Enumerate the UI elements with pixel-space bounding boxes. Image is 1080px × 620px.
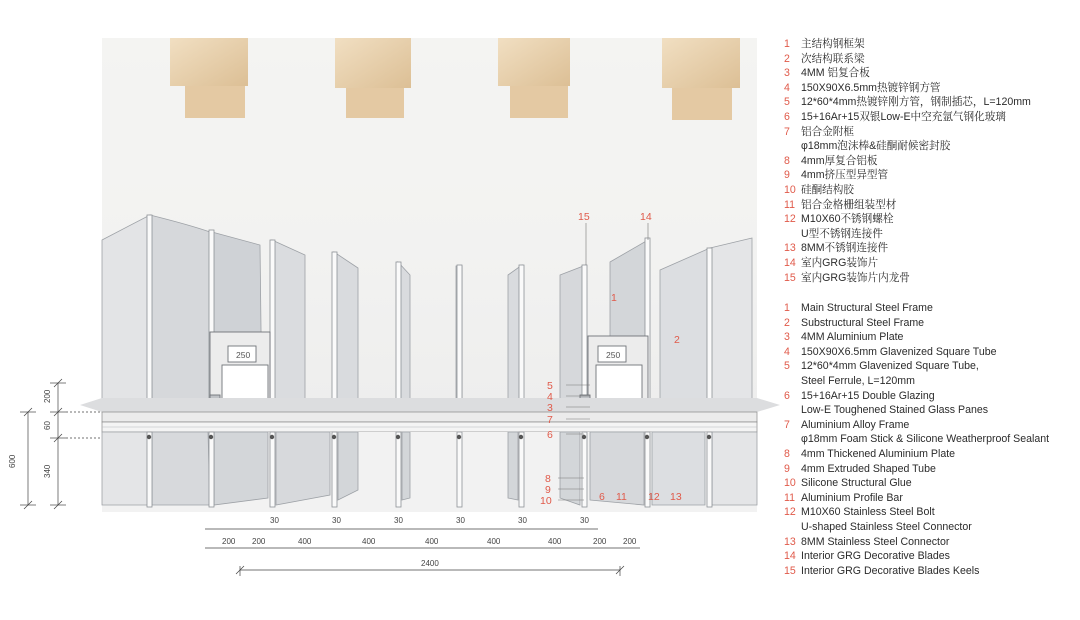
legend-number: 4 bbox=[784, 81, 790, 94]
legend-item bbox=[784, 271, 1078, 286]
legend-number: 1 bbox=[784, 302, 790, 315]
legend-item bbox=[784, 447, 1078, 462]
legend-number: 12 bbox=[784, 506, 796, 519]
legend-item bbox=[784, 37, 1078, 52]
legend-text: 4mm挤压型异型管 bbox=[801, 169, 889, 182]
legend-number: 10 bbox=[784, 183, 796, 196]
legend-number: 11 bbox=[784, 198, 795, 211]
legend-english bbox=[784, 301, 1078, 578]
legend-item bbox=[784, 389, 1078, 404]
legend-text: M10X60 Stainless Steel Bolt bbox=[801, 506, 935, 519]
legend-text: 4MM 铝复合板 bbox=[801, 67, 870, 80]
legend-item bbox=[784, 66, 1078, 81]
legend-item bbox=[784, 418, 1078, 433]
legend-text: Aluminium Alloy Frame bbox=[801, 418, 910, 431]
legend-text: 主结构钢框架 bbox=[801, 38, 865, 50]
callout-12: 12 bbox=[648, 491, 660, 503]
legend-item bbox=[784, 139, 1078, 154]
legend-item bbox=[784, 227, 1078, 242]
legend-chinese bbox=[784, 37, 1078, 285]
legend-number: 15 bbox=[784, 271, 796, 284]
legend-text: 室内GRG装饰片 bbox=[801, 256, 879, 269]
svg-text:30: 30 bbox=[394, 516, 403, 525]
legend-text: Low-E Toughened Stained Glass Panes bbox=[801, 404, 989, 417]
legend-number: 14 bbox=[784, 550, 796, 563]
legend-number: 6 bbox=[784, 389, 790, 402]
legend-text: 8MM Stainless Steel Connector bbox=[801, 535, 950, 548]
callout-5: 5 bbox=[547, 380, 553, 392]
legend-number: 7 bbox=[784, 125, 790, 138]
legend-number: 14 bbox=[784, 256, 796, 269]
callout-6b: 6 bbox=[599, 491, 605, 503]
legend-item bbox=[784, 491, 1078, 506]
callout-4: 4 bbox=[547, 391, 553, 403]
vertical-dimensions bbox=[20, 379, 102, 509]
callout-3: 3 bbox=[547, 402, 553, 414]
legend-text: φ18mm泡沫棒&硅酮耐候密封胶 bbox=[801, 140, 951, 153]
legend-text: 12*60*4mm热镀锌刚方管，钢制插芯，L=120mm bbox=[801, 96, 1031, 109]
legend-text: M10X60不锈钢螺栓 bbox=[801, 213, 894, 226]
legend-item bbox=[784, 52, 1078, 67]
legend-item bbox=[784, 374, 1078, 389]
legend-number: 5 bbox=[784, 360, 790, 373]
legend-text: Steel Ferrule, L=120mm bbox=[801, 375, 915, 388]
legend bbox=[784, 37, 1078, 578]
svg-text:30: 30 bbox=[518, 516, 527, 525]
legend-item bbox=[784, 125, 1078, 140]
legend-number: 5 bbox=[784, 96, 790, 109]
callout-15: 15 bbox=[578, 211, 590, 223]
legend-item bbox=[784, 241, 1078, 256]
callout-11: 11 bbox=[616, 491, 627, 503]
svg-text:200: 200 bbox=[593, 537, 607, 546]
horizontal-dimensions bbox=[205, 529, 640, 576]
legend-number: 6 bbox=[784, 110, 790, 123]
legend-number: 1 bbox=[784, 38, 790, 50]
blade-width-labels bbox=[270, 516, 589, 525]
legend-text: Substructural Steel Frame bbox=[801, 316, 925, 329]
legend-number: 8 bbox=[784, 448, 790, 461]
legend-number: 3 bbox=[784, 67, 790, 80]
legend-item bbox=[784, 110, 1078, 125]
legend-text: 铝合金附框 bbox=[801, 125, 854, 138]
dim-upper-height: 200 bbox=[43, 389, 52, 403]
svg-text:200: 200 bbox=[252, 537, 266, 546]
legend-number: 2 bbox=[784, 316, 790, 329]
svg-text:30: 30 bbox=[332, 516, 341, 525]
legend-text: Silicone Structural Glue bbox=[801, 477, 912, 490]
legend-text: 15+16Ar+15双银Low-E中空充氩气钢化玻璃 bbox=[801, 110, 1006, 123]
legend-number: 13 bbox=[784, 535, 796, 548]
legend-item bbox=[784, 168, 1078, 183]
legend-item bbox=[784, 535, 1078, 550]
svg-text:400: 400 bbox=[487, 537, 501, 546]
legend-text: 15+16Ar+15 Double Glazing bbox=[801, 389, 935, 402]
legend-text: Interior GRG Decorative Blades Keels bbox=[801, 564, 980, 577]
legend-text: U型不锈钢连接件 bbox=[801, 227, 883, 240]
svg-text:400: 400 bbox=[362, 537, 376, 546]
legend-item bbox=[784, 564, 1078, 579]
box-label-right: 250 bbox=[606, 350, 621, 360]
callout-8: 8 bbox=[545, 473, 551, 485]
callout-1: 1 bbox=[611, 292, 617, 304]
svg-text:400: 400 bbox=[548, 537, 562, 546]
legend-item bbox=[784, 462, 1078, 477]
legend-text: Aluminium Profile Bar bbox=[801, 491, 903, 504]
dim-middle-height: 60 bbox=[43, 421, 52, 430]
callout-7: 7 bbox=[547, 414, 553, 426]
legend-text: 硅酮结构胶 bbox=[801, 183, 854, 196]
legend-text: φ18mm Foam Stick & Silicone Weatherproof Sealant bbox=[801, 433, 1050, 446]
callout-6: 6 bbox=[547, 429, 553, 441]
legend-item bbox=[784, 345, 1078, 360]
callout-10: 10 bbox=[540, 495, 552, 507]
dim-lower-height: 340 bbox=[43, 464, 52, 478]
svg-text:200: 200 bbox=[222, 537, 236, 546]
legend-item bbox=[784, 316, 1078, 331]
callout-14: 14 bbox=[640, 211, 652, 223]
legend-number: 15 bbox=[784, 564, 796, 577]
legend-text: 150X90X6.5mm Glavenized Square Tube bbox=[801, 345, 997, 358]
callout-13: 13 bbox=[670, 491, 682, 503]
legend-item bbox=[784, 403, 1078, 418]
dim-total-width: 2400 bbox=[421, 559, 439, 568]
legend-item bbox=[784, 505, 1078, 520]
span-labels bbox=[222, 537, 637, 568]
box-label-left: 250 bbox=[236, 350, 251, 360]
legend-text: Main Structural Steel Frame bbox=[801, 302, 933, 315]
svg-text:400: 400 bbox=[298, 537, 312, 546]
legend-item bbox=[784, 301, 1078, 316]
legend-number: 10 bbox=[784, 477, 796, 490]
svg-text:30: 30 bbox=[270, 516, 279, 525]
legend-item bbox=[784, 183, 1078, 198]
legend-number: 2 bbox=[784, 52, 790, 65]
callout-9: 9 bbox=[545, 484, 551, 496]
legend-number: 13 bbox=[784, 242, 796, 255]
legend-item bbox=[784, 154, 1078, 169]
legend-item bbox=[784, 198, 1078, 213]
svg-text:200: 200 bbox=[623, 537, 637, 546]
legend-number: 8 bbox=[784, 154, 790, 167]
floor-slab bbox=[80, 398, 780, 432]
legend-number: 7 bbox=[784, 418, 790, 431]
svg-text:30: 30 bbox=[580, 516, 589, 525]
legend-text: 4MM Aluminium Plate bbox=[801, 331, 904, 344]
svg-text:400: 400 bbox=[425, 537, 439, 546]
legend-item bbox=[784, 549, 1078, 564]
legend-text: 4mm Thickened Aluminium Plate bbox=[801, 448, 956, 461]
legend-item bbox=[784, 520, 1078, 535]
legend-item bbox=[784, 476, 1078, 491]
legend-number: 3 bbox=[784, 331, 790, 344]
legend-text: 150X90X6.5mm热镀锌钢方管 bbox=[801, 81, 941, 94]
legend-number: 4 bbox=[784, 345, 790, 358]
legend-item bbox=[784, 330, 1078, 345]
legend-text: 铝合金格栅组装型材 bbox=[801, 198, 897, 211]
legend-text: 室内GRG装饰片内龙骨 bbox=[801, 271, 910, 284]
legend-number: 9 bbox=[784, 462, 790, 475]
legend-text: 次结构联系梁 bbox=[801, 52, 865, 65]
legend-item bbox=[784, 256, 1078, 271]
legend-item bbox=[784, 359, 1078, 374]
legend-text: Interior GRG Decorative Blades bbox=[801, 550, 950, 563]
legend-text: 4mm Extruded Shaped Tube bbox=[801, 462, 936, 475]
svg-text:30: 30 bbox=[456, 516, 465, 525]
legend-item bbox=[784, 432, 1078, 447]
callout-2: 2 bbox=[674, 334, 680, 346]
legend-text: 4mm厚复合铝板 bbox=[801, 154, 878, 167]
legend-item bbox=[784, 81, 1078, 96]
legend-item bbox=[784, 212, 1078, 227]
legend-item bbox=[784, 95, 1078, 110]
legend-text: U-shaped Stainless Steel Connector bbox=[801, 521, 972, 533]
legend-number: 9 bbox=[784, 169, 790, 182]
legend-number: 12 bbox=[784, 213, 796, 226]
dim-total-height: 600 bbox=[8, 454, 17, 468]
legend-text: 8MM不锈钢连接件 bbox=[801, 242, 889, 255]
legend-number: 11 bbox=[784, 491, 795, 504]
legend-text: 12*60*4mm Glavenized Square Tube, bbox=[801, 360, 979, 373]
